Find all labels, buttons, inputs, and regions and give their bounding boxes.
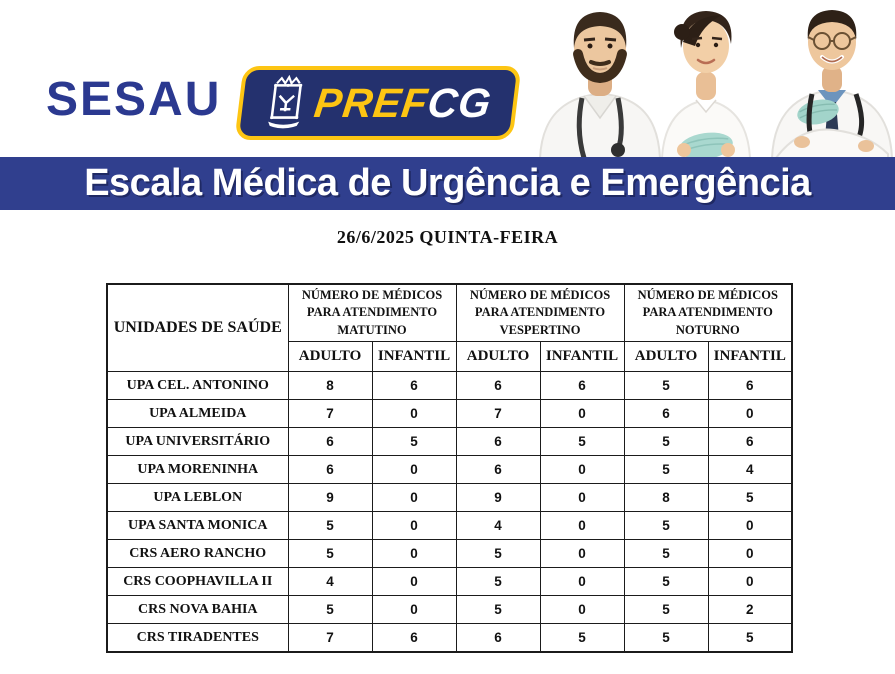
- table-row: [107, 568, 792, 596]
- value-cell: 5: [708, 624, 792, 653]
- value-cell: 5: [624, 624, 708, 653]
- subheader-cell: INFANTIL: [540, 342, 624, 372]
- group-header-vespertino: NÚMERO DE MÉDICOS PARA ATENDIMENTO VESPERTINO: [456, 284, 624, 342]
- subheader-cell: INFANTIL: [708, 342, 792, 372]
- doctors-photo: [530, 0, 895, 158]
- value-cell: 0: [708, 568, 792, 596]
- value-cell: 6: [456, 624, 540, 653]
- table-row: [107, 372, 792, 400]
- value-cell: 5: [708, 484, 792, 512]
- value-cell: 0: [372, 456, 456, 484]
- value-cell: 5: [540, 428, 624, 456]
- value-cell: 7: [288, 400, 372, 428]
- table-row: [107, 484, 792, 512]
- date-line: 26/6/2025 QUINTA-FEIRA: [336, 227, 559, 247]
- unit-cell: CRS AERO RANCHO: [107, 540, 288, 568]
- value-cell: 5: [456, 568, 540, 596]
- value-cell: 8: [288, 372, 372, 400]
- unit-cell: CRS TIRADENTES: [107, 624, 288, 653]
- value-cell: 5: [624, 512, 708, 540]
- value-cell: 0: [708, 400, 792, 428]
- table-header-row: [107, 284, 792, 342]
- value-cell: 4: [288, 568, 372, 596]
- unit-header-cell: UNIDADES DE SAÚDE: [107, 284, 288, 372]
- value-cell: 5: [624, 456, 708, 484]
- value-cell: 5: [372, 428, 456, 456]
- schedule-table: [106, 283, 793, 653]
- value-cell: 0: [372, 568, 456, 596]
- value-cell: 6: [288, 428, 372, 456]
- group-header-matutino: NÚMERO DE MÉDICOS PARA ATENDIMENTO MATUTINO: [288, 284, 456, 342]
- unit-cell: UPA UNIVERSITÁRIO: [107, 428, 288, 456]
- value-cell: 5: [288, 596, 372, 624]
- value-cell: 0: [540, 568, 624, 596]
- table-row: [107, 428, 792, 456]
- value-cell: 5: [540, 624, 624, 653]
- value-cell: 6: [456, 456, 540, 484]
- unit-cell: UPA ALMEIDA: [107, 400, 288, 428]
- value-cell: 0: [372, 484, 456, 512]
- value-cell: 0: [540, 540, 624, 568]
- unit-cell: CRS NOVA BAHIA: [107, 596, 288, 624]
- table-row: [107, 456, 792, 484]
- table-row: [107, 596, 792, 624]
- value-cell: 5: [624, 596, 708, 624]
- value-cell: 6: [456, 372, 540, 400]
- value-cell: 9: [288, 484, 372, 512]
- value-cell: 5: [456, 596, 540, 624]
- value-cell: 0: [540, 512, 624, 540]
- table-row: [107, 624, 792, 653]
- value-cell: 4: [456, 512, 540, 540]
- subheader-cell: ADULTO: [624, 342, 708, 372]
- table-row: [107, 512, 792, 540]
- header: [0, 0, 895, 158]
- value-cell: 0: [540, 400, 624, 428]
- table-row: [107, 400, 792, 428]
- value-cell: 6: [372, 372, 456, 400]
- prefcg-pref: PREF: [311, 79, 431, 126]
- value-cell: 5: [624, 540, 708, 568]
- prefcg-cg: CG: [425, 79, 495, 126]
- value-cell: 0: [540, 596, 624, 624]
- unit-cell: UPA LEBLON: [107, 484, 288, 512]
- value-cell: 5: [288, 512, 372, 540]
- value-cell: 9: [456, 484, 540, 512]
- value-cell: 0: [708, 540, 792, 568]
- value-cell: 6: [288, 456, 372, 484]
- value-cell: 2: [708, 596, 792, 624]
- value-cell: 6: [624, 400, 708, 428]
- value-cell: 7: [456, 400, 540, 428]
- sesau-logo: SESAU: [46, 73, 222, 126]
- subheader-cell: INFANTIL: [372, 342, 456, 372]
- value-cell: 6: [456, 428, 540, 456]
- value-cell: 5: [624, 372, 708, 400]
- value-cell: 5: [624, 568, 708, 596]
- value-cell: 8: [624, 484, 708, 512]
- value-cell: 0: [372, 540, 456, 568]
- value-cell: 0: [372, 400, 456, 428]
- city-crest-icon: [261, 75, 310, 131]
- unit-cell: UPA SANTA MONICA: [107, 512, 288, 540]
- unit-cell: UPA MORENINHA: [107, 456, 288, 484]
- value-cell: 5: [624, 428, 708, 456]
- value-cell: 0: [540, 456, 624, 484]
- value-cell: 0: [540, 484, 624, 512]
- value-cell: 5: [456, 540, 540, 568]
- group-header-noturno: NÚMERO DE MÉDICOS PARA ATENDIMENTO NOTURNO: [624, 284, 792, 342]
- prefcg-badge: [234, 66, 521, 140]
- value-cell: 6: [372, 624, 456, 653]
- page-title: Escala Médica de Urgência e Emergência: [84, 162, 811, 204]
- value-cell: 4: [708, 456, 792, 484]
- value-cell: 6: [708, 372, 792, 400]
- unit-cell: UPA CEL. ANTONINO: [107, 372, 288, 400]
- value-cell: 0: [372, 512, 456, 540]
- prefcg-logo-text: [312, 80, 495, 127]
- unit-cell: CRS COOPHAVILLA II: [107, 568, 288, 596]
- value-cell: 0: [708, 512, 792, 540]
- value-cell: 7: [288, 624, 372, 653]
- value-cell: 6: [540, 372, 624, 400]
- table-row: [107, 540, 792, 568]
- value-cell: 5: [288, 540, 372, 568]
- value-cell: 0: [372, 596, 456, 624]
- value-cell: 6: [708, 428, 792, 456]
- title-banner: [0, 157, 895, 210]
- subheader-cell: ADULTO: [456, 342, 540, 372]
- subheader-cell: ADULTO: [288, 342, 372, 372]
